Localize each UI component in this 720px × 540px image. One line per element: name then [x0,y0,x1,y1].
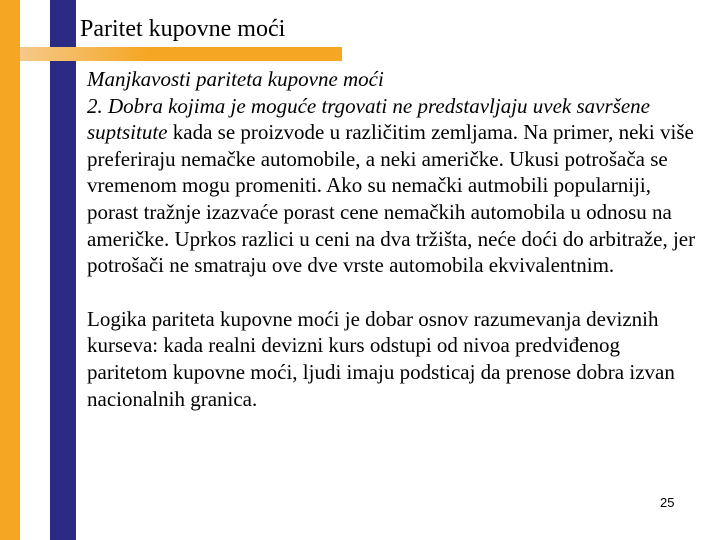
logic-paragraph: Logika pariteta kupovne moći je dobar osnov razumevanja deviznih kurseva: kada realni devizni kurs odstupi od nivoa predviđenog paritetom kupovne moći, ljudi imaju podsticaj da prenose dobra izvan nacionalnih granica. [87,306,675,411]
left-navy-bar [50,0,76,540]
page-number: 25 [660,495,675,510]
slide-body [87,66,705,412]
slide-title: Paritet kupovne moći [80,16,286,42]
section-heading: Manjkavosti pariteta kupovne moći [87,67,384,91]
point-2-italic-text: 2. Dobra kojima je moguće trgovati ne predstavljaju uvek savršene suptsitute [87,93,650,145]
point-2-text: kada se proizvode u različitim zemljama. Na primer, neki više preferiraju nemačke automobile, a neki američke. Ukusi potrošača se vremenom mogu promeniti. Ako su nemački autmobili popularniji, porast tražnje izazvaće porast cene nemačkih automobila u odnosu na američke. Uprkos razlici u ceni na dva tržišta, neće doći do arbitraže, jer potrošači ne smatraju ove dve vrste automobila ekvivalentnim. [87,120,696,278]
left-orange-bar [0,0,20,540]
point-2-paragraph [87,93,705,279]
title-underline-bar [20,47,342,61]
